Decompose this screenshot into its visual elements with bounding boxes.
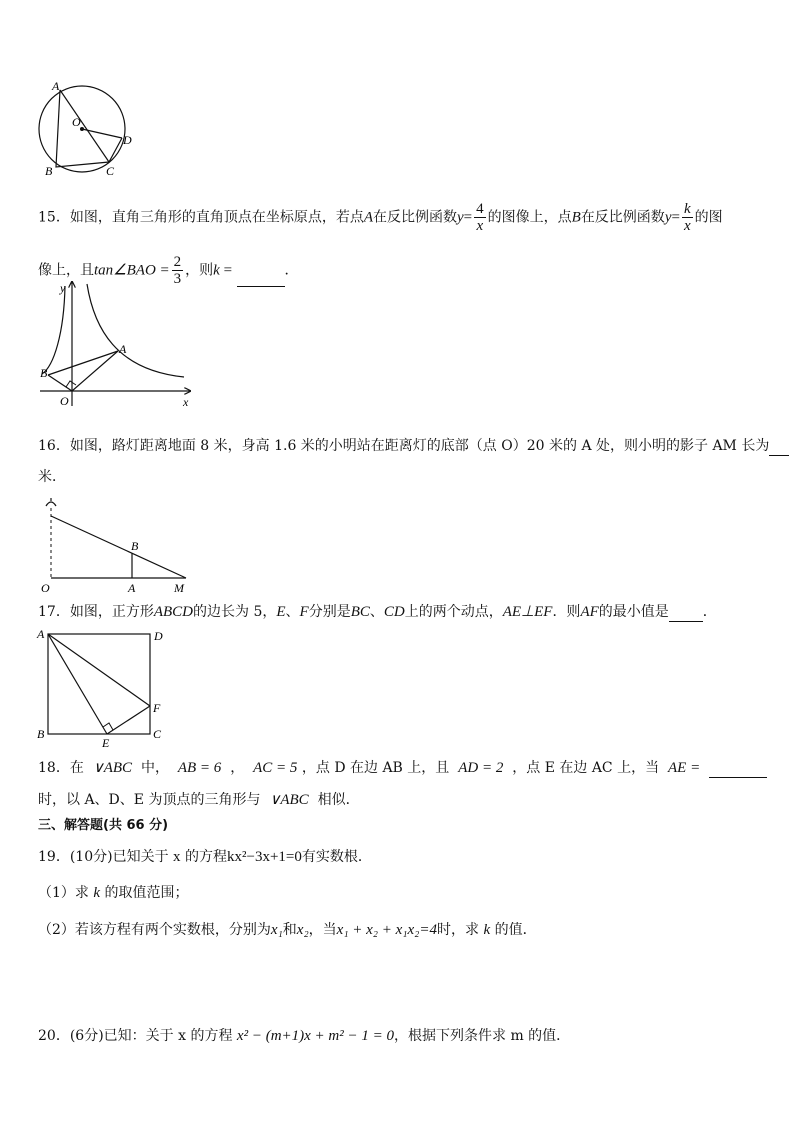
q15-line2: 像上，且tan∠BAO = $\frac{2}{3}$ ，则k = ． — [38, 254, 299, 287]
quadrilateral-abcd — [56, 90, 122, 167]
q15-figure-hyperbola — [36, 278, 196, 408]
svg-text:y: y — [60, 281, 66, 295]
svg-text:E: E — [102, 736, 110, 750]
q14-figure-circle — [30, 78, 140, 180]
svg-text:O: O — [60, 394, 69, 408]
answer-blank-q16[interactable] — [769, 441, 789, 456]
svg-text:A: A — [52, 79, 60, 93]
svg-text:A: A — [128, 581, 136, 595]
square-abcd — [48, 634, 150, 734]
segment-ab — [48, 351, 118, 375]
segment-af — [48, 634, 150, 706]
svg-text:B: B — [45, 164, 53, 178]
light-ray — [51, 516, 186, 578]
svg-text:C: C — [106, 164, 115, 178]
q17-line1: 17．如图，正方形ABCD的边长为 5，E、F分别是BC、CD上的两个动点，AE⊥EF．则AF的最小值是 ． — [38, 604, 717, 620]
q16-figure-lamp — [36, 496, 196, 596]
fraction-2-over-3: $\frac{2}{3}$ — [173, 254, 182, 287]
svg-text:B: B — [37, 727, 45, 741]
q19-line1: 19．(10分)已知关于 x 的方程kx²−3x+1=0有实数根． — [38, 849, 372, 865]
q15-line1: 15．如图，直角三角形的直角顶点在坐标原点，若点A在反比例函数y= $\frac{4}{x}$ 的图像上，点B在反比例函数y= $\frac{k}{x}$ 的图 — [38, 201, 723, 234]
svg-text:A: A — [119, 342, 127, 356]
q16-line1: 16．如图，路灯距离地面 8 米，身高 1.6 米的小明站在距离灯的底部（点 O）20 米的 A 处，则小明的影子 AM 长为 — [38, 436, 789, 456]
svg-text:x: x — [183, 395, 189, 408]
svg-text:B: B — [40, 366, 48, 380]
segment-ac — [60, 90, 109, 162]
svg-text:D: D — [154, 629, 163, 643]
svg-text:B: B — [131, 539, 139, 553]
segment-ef — [107, 706, 150, 734]
svg-text:A: A — [37, 627, 45, 641]
answer-blank-q17[interactable] — [669, 607, 703, 622]
section-title-3: 三、解答题(共 66 分) — [38, 818, 169, 833]
q17-figure-square — [34, 626, 170, 750]
right-angle-mark — [66, 381, 76, 387]
fraction-k-over-x: $\frac{k}{x}$ — [683, 201, 691, 234]
answer-blank-q18[interactable] — [709, 763, 767, 778]
q19-part2: （2）若该方程有两个实数根，分别为x₁和x₂，当x₁ + x₂ + x₁x₂=4时，求 k 的值． — [38, 922, 537, 938]
fraction-4-over-x: $\frac{4}{x}$ — [476, 201, 484, 234]
lamp-icon — [46, 498, 56, 506]
svg-text:F: F — [153, 701, 161, 715]
svg-text:O: O — [41, 581, 50, 595]
svg-text:D: D — [123, 133, 132, 147]
curve-y-k-over-x — [42, 286, 65, 374]
segment-od — [82, 129, 122, 138]
q18-line2: 时，以 A、D、E 为顶点的三角形与 ∨ABC 相似． — [38, 792, 360, 808]
segment-oa — [72, 351, 118, 391]
q16-line2: 米． — [38, 469, 66, 485]
curve-y-4-over-x — [87, 284, 184, 377]
answer-blank-q15[interactable] — [237, 272, 285, 287]
svg-text:O: O — [72, 115, 81, 129]
segment-ae — [48, 634, 107, 734]
q18-line1: 18．在 ∨ABC 中， AB = 6 ， AC = 5 ，点 D 在边 AB 上，且 AD = 2 ，点 E 在边 AC 上，当 AE = — [38, 758, 767, 778]
q19-part1: （1）求 k 的取值范围； — [38, 885, 189, 901]
svg-text:C: C — [153, 727, 162, 741]
svg-text:M: M — [174, 581, 184, 595]
q20-line1: 20．(6分)已知：关于 x 的方程 x² − (m+1)x + m² − 1 = 0，根据下列条件求 m 的值． — [38, 1028, 571, 1044]
